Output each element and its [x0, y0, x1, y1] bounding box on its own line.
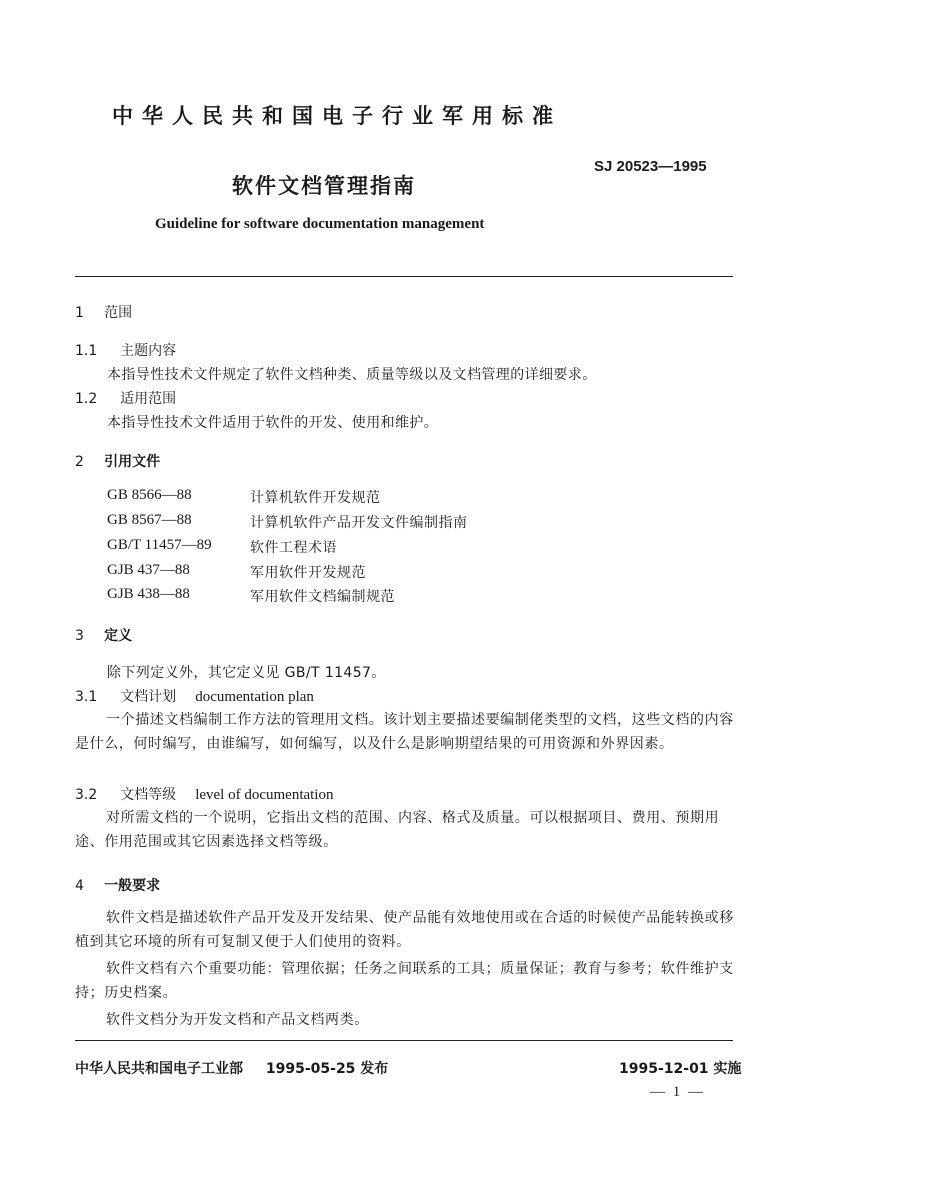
section-1-heading: [75, 302, 132, 322]
standard-code: SJ 20523—1995: [594, 158, 707, 175]
section-3-1-text: 一个描述文档编制工作方法的管理用文档。该计划主要描述要编制佬类型的文档，这些文档的内容是什么，何时编写，由谁编写，如何编写，以及什么是影响期望结果的可用资源和外界因素。: [75, 712, 734, 752]
header-divider: [75, 276, 733, 277]
effective-date: 1995-12-01 实施: [619, 1061, 742, 1077]
section-number: 1.1: [75, 343, 98, 359]
section-4-paragraph-1: 软件文档是描述软件产品开发及开发结果、使产品能有效地使用或在合适的时候使产品能转换或移植到其它环境的所有可复制又便于人们使用的资料。: [75, 910, 734, 950]
reference-code: GJB 438—88: [107, 586, 190, 602]
footer-divider: [75, 1040, 733, 1041]
section-number: 3: [75, 628, 84, 644]
document-title-chinese: 软件文档管理指南: [232, 174, 416, 198]
section-title: 主题内容: [120, 343, 177, 359]
section-title: 文档计划: [120, 689, 177, 705]
section-1-1-heading: [75, 340, 176, 360]
section-number: 1.2: [75, 391, 98, 407]
reference-code: GB 8566—88: [107, 487, 192, 503]
section-title: 定义: [104, 628, 133, 644]
section-title-english: level of documentation: [195, 787, 334, 803]
section-3-2-heading: [75, 784, 333, 804]
reference-title: 军用软件开发规范: [250, 565, 366, 581]
reference-code: GB 8567—88: [107, 512, 192, 528]
publisher: 中华人民共和国电子工业部: [75, 1061, 243, 1077]
reference-title: 软件工程术语: [250, 540, 337, 556]
section-title-english: documentation plan: [195, 689, 314, 705]
section-4-heading: [75, 875, 160, 895]
section-number: 3.2: [75, 787, 98, 803]
section-3-2-text: 对所需文档的一个说明，它指出文档的范围、内容、格式及质量。可以根据项目、费用、预期用途、作用范围或其它因素选择文档等级。: [75, 810, 720, 850]
section-title: 文档等级: [120, 787, 177, 803]
footer-issue-info: [75, 1058, 388, 1078]
section-4-paragraph-2: 软件文档有六个重要功能：管理依据；任务之间联系的工具；质量保证；教育与参考；软件维护支持；历史档案。: [75, 961, 734, 1001]
section-3-1-heading: [75, 686, 314, 706]
section-1-2-heading: [75, 388, 176, 408]
section-title: 一般要求: [104, 878, 161, 894]
section-number: 4: [75, 878, 84, 894]
document-title-english: Guideline for software documentation management: [155, 216, 485, 232]
section-1-2-text: 本指导性技术文件适用于软件的开发、使用和维护。: [107, 415, 439, 431]
section-2-heading: [75, 451, 160, 471]
section-1-1-text: 本指导性技术文件规定了软件文档种类、质量等级以及文档管理的详细要求。: [107, 367, 597, 383]
reference-title: 军用软件文档编制规范: [250, 589, 395, 605]
reference-title: 计算机软件开发规范: [250, 490, 381, 506]
section-3-heading: [75, 625, 132, 645]
section-title: 引用文件: [104, 454, 161, 470]
section-title: 范围: [104, 305, 133, 321]
reference-title: 计算机软件产品开发文件编制指南: [250, 515, 468, 531]
section-number: 1: [75, 305, 84, 321]
section-title: 适用范围: [120, 391, 177, 407]
issue-date: 1995-05-25 发布: [265, 1061, 389, 1077]
page-number: — 1 —: [650, 1084, 705, 1100]
reference-code: GJB 437—88: [107, 562, 190, 578]
section-4-paragraph-3: 软件文档分为开发文档和产品文档两类。: [106, 1012, 369, 1028]
reference-code: GB/T 11457—89: [107, 537, 212, 553]
section-number: 2: [75, 454, 84, 470]
section-number: 3.1: [75, 689, 98, 705]
section-3-intro: 除下列定义外，其它定义见 GB/T 11457。: [107, 665, 386, 681]
issuing-body-heading: 中华人民共和国电子行业军用标准: [112, 104, 562, 128]
